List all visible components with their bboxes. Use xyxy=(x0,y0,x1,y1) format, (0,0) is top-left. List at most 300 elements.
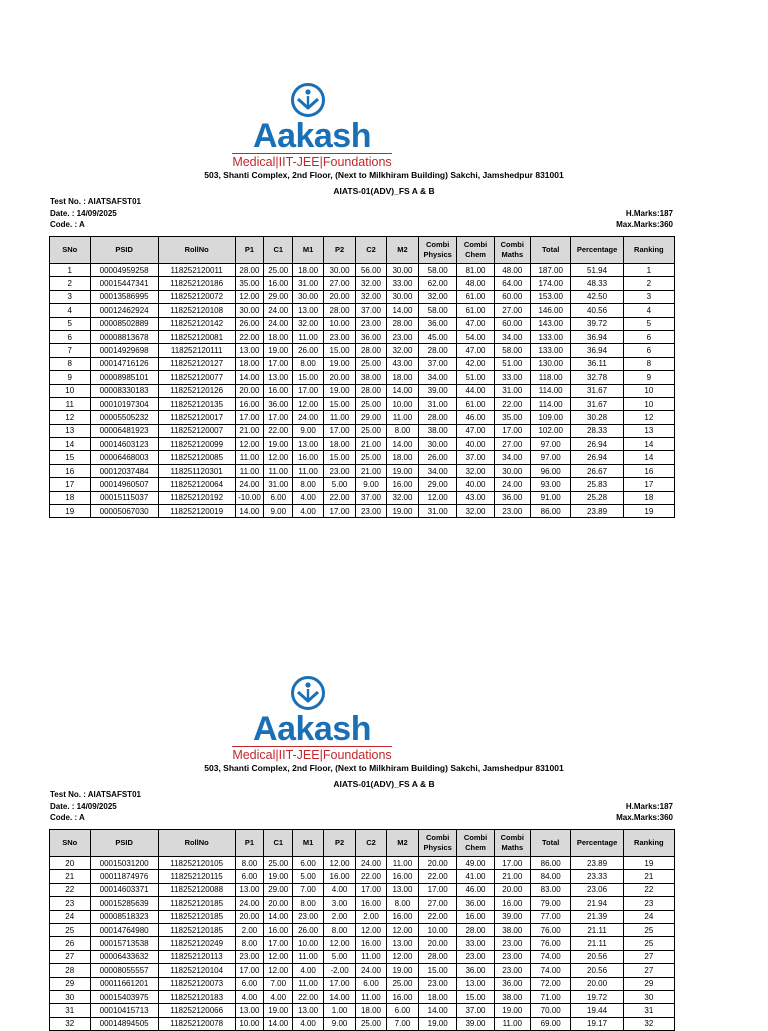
table-cell: 70.00 xyxy=(530,1004,571,1017)
table-cell: 51.00 xyxy=(494,357,530,370)
test-date: Date. : 14/09/2025 xyxy=(50,802,117,811)
table-cell: 17 xyxy=(623,478,674,491)
table-cell: 11.00 xyxy=(386,857,418,870)
table-cell: 23 xyxy=(623,897,674,910)
column-header: M2 xyxy=(386,237,418,264)
table-cell: 12.00 xyxy=(418,491,456,504)
table-cell: 32.00 xyxy=(356,277,387,290)
table-cell: 10.00 xyxy=(324,317,356,330)
results-table xyxy=(49,829,675,1031)
table-cell: 11.00 xyxy=(356,990,387,1003)
table-row xyxy=(50,357,675,370)
table-cell: 6.00 xyxy=(386,1004,418,1017)
table-cell: 38.00 xyxy=(494,990,530,1003)
table-cell: 27 xyxy=(623,950,674,963)
table-cell: 36.00 xyxy=(264,397,293,410)
table-cell: 32.00 xyxy=(356,290,387,303)
table-cell: 118252120072 xyxy=(158,290,235,303)
table-row xyxy=(50,464,675,477)
table-cell: -10.00 xyxy=(235,491,264,504)
table-cell: 25.00 xyxy=(356,1017,387,1030)
column-header: Total xyxy=(530,237,571,264)
table-cell: 26.00 xyxy=(293,923,324,936)
table-row xyxy=(50,950,675,963)
table-cell: 14.00 xyxy=(235,505,264,518)
table-cell: 38.00 xyxy=(494,923,530,936)
table-cell: 17.00 xyxy=(264,357,293,370)
table-cell: 00015031200 xyxy=(90,857,158,870)
table-cell: 00014929698 xyxy=(90,344,158,357)
table-cell: 13.00 xyxy=(235,1004,264,1017)
table-cell: 118252120135 xyxy=(158,397,235,410)
table-row xyxy=(50,1004,675,1017)
table-cell: 25.00 xyxy=(386,977,418,990)
table-cell: 118252120115 xyxy=(158,870,235,883)
table-cell: 36.00 xyxy=(418,317,456,330)
table-cell: 00015115037 xyxy=(90,491,158,504)
table-cell: 47.00 xyxy=(457,344,494,357)
table-cell: 11.00 xyxy=(293,464,324,477)
table-cell: 54.00 xyxy=(457,330,494,343)
table-cell: 11.00 xyxy=(293,950,324,963)
table-cell: 00008518323 xyxy=(90,910,158,923)
table-cell: 15.00 xyxy=(324,397,356,410)
table-cell: 6 xyxy=(623,344,674,357)
table-cell: 00008055557 xyxy=(90,964,158,977)
table-cell: 1 xyxy=(50,264,91,277)
table-row xyxy=(50,411,675,424)
column-header: Combi Physics xyxy=(418,237,456,264)
table-cell: 102.00 xyxy=(530,424,571,437)
table-cell: 118252120099 xyxy=(158,438,235,451)
table-cell: 20.56 xyxy=(571,950,623,963)
table-cell: 17.00 xyxy=(324,424,356,437)
table-row xyxy=(50,438,675,451)
table-cell: 37.00 xyxy=(457,1004,494,1017)
table-cell: 00008330183 xyxy=(90,384,158,397)
table-cell: 37.00 xyxy=(356,491,387,504)
table-cell: 3.00 xyxy=(324,897,356,910)
table-cell: 51.00 xyxy=(457,371,494,384)
table-cell: 28.00 xyxy=(418,411,456,424)
table-cell: 29.00 xyxy=(418,478,456,491)
table-cell: 20 xyxy=(50,857,91,870)
table-cell: 24.00 xyxy=(494,478,530,491)
table-cell: 47.00 xyxy=(457,424,494,437)
table-cell: 4.00 xyxy=(293,505,324,518)
table-cell: 23.00 xyxy=(386,330,418,343)
table-cell: 17.00 xyxy=(494,424,530,437)
table-cell: 3 xyxy=(50,290,91,303)
table-cell: 76.00 xyxy=(530,923,571,936)
column-header: PSID xyxy=(90,237,158,264)
table-cell: 13.00 xyxy=(293,304,324,317)
table-cell: 5 xyxy=(623,317,674,330)
table-cell: 13.00 xyxy=(235,883,264,896)
column-header: P2 xyxy=(324,830,356,857)
table-cell: 25.00 xyxy=(356,357,387,370)
table-cell: 32.78 xyxy=(571,371,623,384)
table-cell: 25.00 xyxy=(356,424,387,437)
table-row xyxy=(50,384,675,397)
table-cell: 15.00 xyxy=(293,371,324,384)
table-cell: 60.00 xyxy=(494,317,530,330)
table-cell: 12.00 xyxy=(264,451,293,464)
table-cell: 20.00 xyxy=(418,857,456,870)
table-cell: 25.00 xyxy=(264,264,293,277)
table-cell: 25 xyxy=(50,923,91,936)
table-cell: 9.00 xyxy=(293,424,324,437)
table-cell: 14.00 xyxy=(386,438,418,451)
table-row xyxy=(50,317,675,330)
table-cell: 22.00 xyxy=(418,870,456,883)
table-cell: 00005505232 xyxy=(90,411,158,424)
table-cell: 14 xyxy=(623,451,674,464)
table-cell: 174.00 xyxy=(530,277,571,290)
table-cell: 25.00 xyxy=(356,397,387,410)
table-cell: 16.00 xyxy=(235,397,264,410)
table-cell: 5.00 xyxy=(324,478,356,491)
table-cell: 28.00 xyxy=(386,317,418,330)
table-cell: 18.00 xyxy=(386,451,418,464)
column-header: RollNo xyxy=(158,830,235,857)
table-cell: 4.00 xyxy=(324,883,356,896)
test-no: Test No. : AIATSAFST01 xyxy=(50,197,141,206)
table-cell: 118252120183 xyxy=(158,990,235,1003)
table-cell: 26.94 xyxy=(571,451,623,464)
table-cell: 23.06 xyxy=(571,883,623,896)
table-cell: 11.00 xyxy=(264,464,293,477)
table-cell: 19.00 xyxy=(324,357,356,370)
table-cell: 27 xyxy=(623,964,674,977)
table-cell: 16.00 xyxy=(264,923,293,936)
table-cell: 24.00 xyxy=(264,304,293,317)
table-cell: 12 xyxy=(623,411,674,424)
table-cell: 61.00 xyxy=(457,397,494,410)
table-cell: 23.00 xyxy=(356,505,387,518)
table-row xyxy=(50,290,675,303)
table-cell: 19.17 xyxy=(571,1017,623,1030)
table-cell: 16.00 xyxy=(264,384,293,397)
table-row xyxy=(50,883,675,896)
table-cell: 97.00 xyxy=(530,451,571,464)
table-cell: 118252120088 xyxy=(158,883,235,896)
table-cell: 11.00 xyxy=(235,464,264,477)
table-cell: 42.00 xyxy=(457,357,494,370)
table-cell: 24.00 xyxy=(235,897,264,910)
table-cell: 118252120078 xyxy=(158,1017,235,1030)
table-row xyxy=(50,491,675,504)
table-cell: 16.00 xyxy=(324,870,356,883)
table-cell: 18.00 xyxy=(264,330,293,343)
column-header: C2 xyxy=(356,237,387,264)
table-cell: 83.00 xyxy=(530,883,571,896)
brand-name: Aakash xyxy=(253,710,371,748)
column-header: SNo xyxy=(50,237,91,264)
table-header-row xyxy=(50,830,675,857)
table-cell: 32.00 xyxy=(457,464,494,477)
table-cell: 14.00 xyxy=(235,371,264,384)
table-cell: 31.00 xyxy=(418,505,456,518)
table-cell: 27.00 xyxy=(494,304,530,317)
table-cell: 43.00 xyxy=(457,491,494,504)
table-cell: 00006433632 xyxy=(90,950,158,963)
table-cell: 14 xyxy=(50,438,91,451)
table-cell: 64.00 xyxy=(494,277,530,290)
table-cell: 13.00 xyxy=(264,371,293,384)
table-cell: 30 xyxy=(50,990,91,1003)
table-cell: 23.00 xyxy=(324,464,356,477)
table-cell: 32.00 xyxy=(386,491,418,504)
table-cell: 36.00 xyxy=(457,897,494,910)
table-cell: 74.00 xyxy=(530,950,571,963)
aakash-logo xyxy=(232,82,392,170)
table-cell: 00014960507 xyxy=(90,478,158,491)
table-cell: 14.00 xyxy=(264,1017,293,1030)
table-cell: 19.00 xyxy=(264,870,293,883)
table-cell: 17.00 xyxy=(324,505,356,518)
table-cell: 118252120017 xyxy=(158,411,235,424)
table-cell: 33.00 xyxy=(457,937,494,950)
table-cell: 40.56 xyxy=(571,304,623,317)
column-header: Percentage xyxy=(571,237,623,264)
table-cell: 00010415713 xyxy=(90,1004,158,1017)
table-cell: 20.00 xyxy=(324,290,356,303)
table-cell: 29.00 xyxy=(356,411,387,424)
table-cell: 26.00 xyxy=(418,451,456,464)
table-cell: 24.00 xyxy=(356,857,387,870)
table-cell: 22 xyxy=(623,883,674,896)
aakash-logo xyxy=(232,675,392,763)
table-cell: 8.00 xyxy=(235,937,264,950)
table-cell: 00011874976 xyxy=(90,870,158,883)
table-row xyxy=(50,937,675,950)
table-cell: 21 xyxy=(623,870,674,883)
table-cell: 22 xyxy=(50,883,91,896)
table-cell: 00008985101 xyxy=(90,371,158,384)
table-cell: 18 xyxy=(623,491,674,504)
max-marks: Max.Marks:360 xyxy=(616,220,673,229)
table-cell: 17.00 xyxy=(418,883,456,896)
table-cell: 27.00 xyxy=(418,897,456,910)
table-cell: 33.00 xyxy=(494,371,530,384)
table-header-row xyxy=(50,237,675,264)
table-row xyxy=(50,330,675,343)
table-cell: 30.00 xyxy=(293,290,324,303)
table-cell: 26.00 xyxy=(235,317,264,330)
table-cell: 36.00 xyxy=(457,964,494,977)
table-cell: 23.89 xyxy=(571,505,623,518)
table-cell: 30.00 xyxy=(324,264,356,277)
table-cell: 19.00 xyxy=(386,464,418,477)
column-header: Combi Chem xyxy=(457,830,494,857)
table-cell: 48.33 xyxy=(571,277,623,290)
table-cell: 2.00 xyxy=(235,923,264,936)
table-cell: 20.00 xyxy=(418,937,456,950)
table-cell: 34.00 xyxy=(418,371,456,384)
table-cell: 58.00 xyxy=(418,304,456,317)
table-cell: 60.00 xyxy=(494,290,530,303)
table-cell: 10 xyxy=(623,397,674,410)
table-cell: 19.72 xyxy=(571,990,623,1003)
table-cell: 9.00 xyxy=(356,478,387,491)
table-cell: 19.00 xyxy=(494,1004,530,1017)
table-row xyxy=(50,910,675,923)
table-cell: 11 xyxy=(50,397,91,410)
table-row xyxy=(50,264,675,277)
table-cell: 24 xyxy=(50,910,91,923)
table-cell: 2.00 xyxy=(324,910,356,923)
column-header: RollNo xyxy=(158,237,235,264)
table-cell: 37.00 xyxy=(457,451,494,464)
column-header: Combi Physics xyxy=(418,830,456,857)
table-cell: 6.00 xyxy=(293,857,324,870)
table-row xyxy=(50,424,675,437)
table-cell: 20.00 xyxy=(264,897,293,910)
column-header: Combi Maths xyxy=(494,237,530,264)
table-cell: 32.00 xyxy=(457,505,494,518)
table-cell: 8 xyxy=(50,357,91,370)
table-cell: 118251120301 xyxy=(158,464,235,477)
column-header: C1 xyxy=(264,830,293,857)
table-cell: 1.00 xyxy=(324,1004,356,1017)
table-cell: 12.00 xyxy=(293,397,324,410)
table-cell: 25 xyxy=(623,937,674,950)
table-cell: 19.00 xyxy=(418,1017,456,1030)
table-cell: 8.00 xyxy=(293,357,324,370)
table-cell: 13.00 xyxy=(293,438,324,451)
table-row xyxy=(50,923,675,936)
table-cell: 20.00 xyxy=(235,910,264,923)
table-cell: 31 xyxy=(623,1004,674,1017)
table-cell: 13.00 xyxy=(235,344,264,357)
table-row xyxy=(50,451,675,464)
table-cell: 00015713538 xyxy=(90,937,158,950)
table-cell: 10 xyxy=(623,384,674,397)
table-cell: 17 xyxy=(50,478,91,491)
table-cell: 23.00 xyxy=(235,950,264,963)
table-cell: 28.33 xyxy=(571,424,623,437)
table-cell: 48.00 xyxy=(494,264,530,277)
table-cell: 14.00 xyxy=(418,1004,456,1017)
table-cell: 61.00 xyxy=(457,304,494,317)
table-cell: 12.00 xyxy=(324,857,356,870)
brand-tagline: Medical|IIT-JEE|Foundations xyxy=(232,155,392,169)
table-cell: 16.00 xyxy=(386,990,418,1003)
table-row xyxy=(50,478,675,491)
table-cell: 31.67 xyxy=(571,397,623,410)
table-cell: 86.00 xyxy=(530,505,571,518)
table-cell: 36.00 xyxy=(356,330,387,343)
column-header: M2 xyxy=(386,830,418,857)
table-cell: 11.00 xyxy=(324,411,356,424)
table-cell: 133.00 xyxy=(530,330,571,343)
table-cell: 23.33 xyxy=(571,870,623,883)
column-header: M1 xyxy=(293,830,324,857)
table-cell: 33.00 xyxy=(386,277,418,290)
table-cell: 21 xyxy=(50,870,91,883)
table-cell: 23.00 xyxy=(356,317,387,330)
table-cell: 25.00 xyxy=(264,857,293,870)
table-cell: 24.00 xyxy=(293,411,324,424)
table-cell: 6 xyxy=(623,330,674,343)
table-cell: 17.00 xyxy=(264,937,293,950)
table-cell: 14.00 xyxy=(386,304,418,317)
table-cell: 29 xyxy=(50,977,91,990)
table-cell: 00006468003 xyxy=(90,451,158,464)
table-cell: 118252120104 xyxy=(158,964,235,977)
table-cell: 30.00 xyxy=(418,438,456,451)
table-cell: 22.00 xyxy=(418,910,456,923)
table-cell: -2.00 xyxy=(324,964,356,977)
brand-name: Aakash xyxy=(253,117,371,155)
table-cell: 17.00 xyxy=(235,964,264,977)
table-cell: 12.00 xyxy=(264,950,293,963)
table-cell: 39.00 xyxy=(418,384,456,397)
table-cell: 17.00 xyxy=(356,883,387,896)
table-cell: 26.67 xyxy=(571,464,623,477)
table-cell: 30.00 xyxy=(494,464,530,477)
table-cell: 00014894505 xyxy=(90,1017,158,1030)
table-cell: 6.00 xyxy=(235,870,264,883)
table-cell: 19.00 xyxy=(386,505,418,518)
table-cell: 35.00 xyxy=(494,411,530,424)
table-cell: 13.00 xyxy=(293,1004,324,1017)
table-cell: 13.00 xyxy=(457,977,494,990)
aakash-logo-icon xyxy=(290,675,326,711)
table-cell: 37.00 xyxy=(356,304,387,317)
table-cell: 10.00 xyxy=(235,1017,264,1030)
table-cell: 19.00 xyxy=(264,344,293,357)
table-cell: 17.00 xyxy=(324,977,356,990)
test-name: AIATS-01(ADV)_FS A & B xyxy=(333,779,435,789)
table-cell: 118252120108 xyxy=(158,304,235,317)
table-cell: 10.00 xyxy=(293,937,324,950)
table-cell: 18.00 xyxy=(418,990,456,1003)
table-cell: 14.00 xyxy=(324,990,356,1003)
table-cell: 23.00 xyxy=(324,330,356,343)
table-cell: 118252120105 xyxy=(158,857,235,870)
table-cell: 7 xyxy=(50,344,91,357)
table-row xyxy=(50,990,675,1003)
table-cell: 79.00 xyxy=(530,897,571,910)
table-cell: 18 xyxy=(50,491,91,504)
table-cell: 118252120113 xyxy=(158,950,235,963)
table-cell: 18.00 xyxy=(324,438,356,451)
table-cell: 44.00 xyxy=(457,384,494,397)
table-cell: 51.94 xyxy=(571,264,623,277)
table-cell: 118252120185 xyxy=(158,923,235,936)
table-cell: 25 xyxy=(623,923,674,936)
table-cell: 14.00 xyxy=(264,910,293,923)
table-cell: 23.00 xyxy=(494,950,530,963)
table-cell: 21.00 xyxy=(356,464,387,477)
table-cell: 8.00 xyxy=(293,897,324,910)
table-cell: 61.00 xyxy=(457,290,494,303)
table-cell: 31.00 xyxy=(494,384,530,397)
table-cell: 27 xyxy=(50,950,91,963)
table-cell: 84.00 xyxy=(530,870,571,883)
address: 503, Shanti Complex, 2nd Floor, (Next to Milkhiram Building) Sakchi, Jamshedpur 831001 xyxy=(204,763,564,773)
table-cell: 11.00 xyxy=(494,1017,530,1030)
table-cell: 143.00 xyxy=(530,317,571,330)
table-cell: 13 xyxy=(623,424,674,437)
column-header: PSID xyxy=(90,830,158,857)
column-header: C2 xyxy=(356,830,387,857)
table-row xyxy=(50,371,675,384)
table-cell: 16 xyxy=(623,464,674,477)
table-cell: 00015285639 xyxy=(90,897,158,910)
